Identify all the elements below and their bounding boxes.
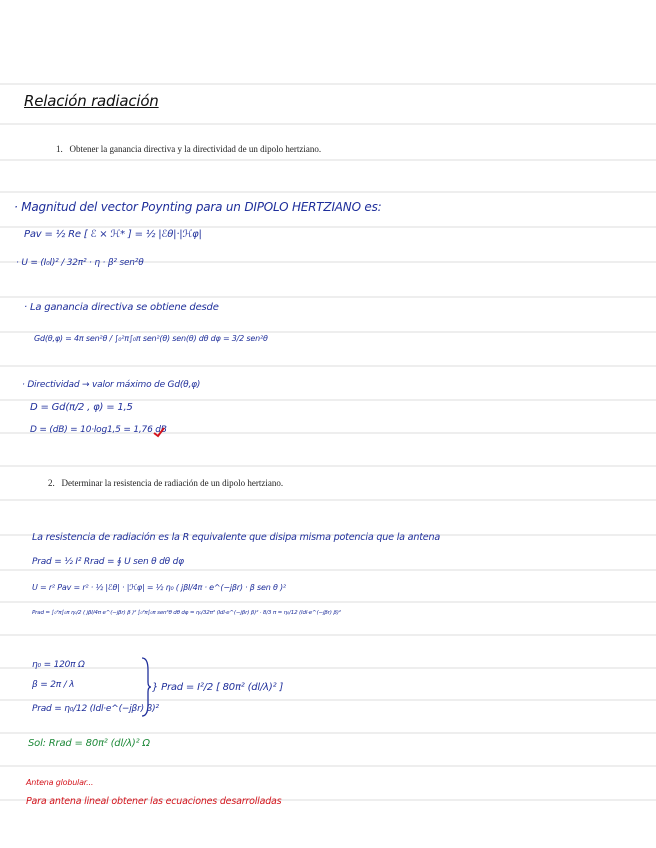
- note-pav-formula: Pav = ½ Re [ ℰ × ℋ* ] = ½ |ℰθ|·|ℋφ|: [24, 229, 202, 240]
- note-resistance-heading: La resistencia de radiación es la R equivalente que disipa misma potencia que la antena: [32, 532, 441, 543]
- red-check-mark: [152, 426, 166, 438]
- page-title: Relación radiación: [24, 92, 159, 110]
- problem-2: [48, 478, 283, 488]
- problem-2-number: 2.: [48, 478, 55, 488]
- note-beta: β = 2π / λ: [32, 680, 75, 690]
- note-gain-formula: Gd(θ,φ) = 4π sen²θ / ∫₀²π∫₀π sen²(θ) sen(θ) dθ dφ = 3/2 sen²θ: [34, 334, 268, 343]
- note-directivity-value: D = Gd(π/2 , φ) = 1,5: [30, 402, 133, 413]
- problem-1: [56, 144, 321, 154]
- red-note-2: Para antena lineal obtener las ecuaciones desarrolladas: [26, 796, 282, 807]
- problem-2-text: Determinar la resistencia de radiación de un dipolo hertziano.: [61, 478, 284, 488]
- note-prad-integral: Prad = ∫₀²π∫₀π η₀/2 ( jβI/4π e^(−jβr) β )² ∫₀²π∫₀π sen³θ dθ dφ = η₀/32π² (Idl·e^(−jβr) β)² · 8/3 π = η₀/12 (Idl·e^(−jβr) β)²: [32, 610, 341, 616]
- note-gain-heading: · La ganancia directiva se obtiene desde: [24, 302, 219, 313]
- red-note-1: Antena globular...: [26, 778, 94, 787]
- note-u-expanded: U = r² Pav = r² · ½ |ℰθ| · |ℋφ| = ½ η₀ ( jβI/4π · e^(−jβr) · β sen θ )²: [32, 583, 286, 592]
- note-eta0: η₀ = 120π Ω: [32, 660, 85, 670]
- note-directivity-db: D = (dB) = 10·log1,5 = 1,76 dB: [30, 425, 167, 435]
- brace: [140, 656, 152, 718]
- note-prad-simplified: Prad = η₀/12 (Idl·e^(−jβr) β)²: [32, 704, 159, 714]
- solution: Sol: Rrad = 80π² (dl/λ)² Ω: [28, 738, 150, 749]
- problem-1-number: 1.: [56, 144, 63, 154]
- note-prad-result: } Prad = I²/2 [ 80π² (dl/λ)² ]: [152, 682, 284, 693]
- note-poynting-heading: · Magnitud del vector Poynting para un DIPOLO HERTZIANO es:: [14, 200, 382, 214]
- note-u-formula: · U = (I₀l)² / 32π² · η · β² sen²θ: [16, 258, 144, 268]
- problem-1-text: Obtener la ganancia directiva y la directividad de un dipolo hertziano.: [69, 144, 322, 154]
- note-directivity-heading: · Directividad → valor máximo de Gd(θ,φ): [22, 380, 201, 390]
- note-prad-def: Prad = ½ I² Rrad = ∮ U sen θ dθ dφ: [32, 557, 184, 567]
